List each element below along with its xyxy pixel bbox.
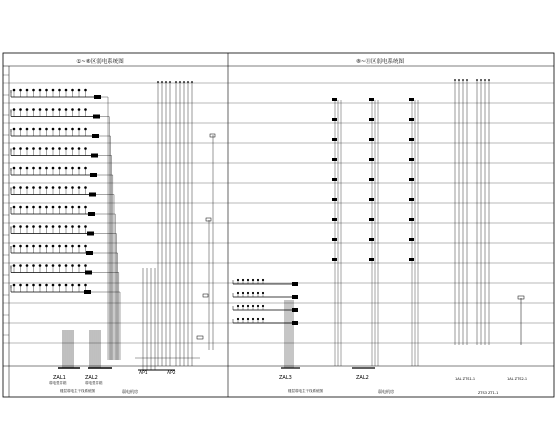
right-device-2-1 bbox=[409, 118, 414, 121]
right-outlet-2-5 bbox=[262, 305, 264, 307]
note-3: ZTS3 ZT1-1 bbox=[478, 391, 499, 395]
right-device-1-3 bbox=[369, 158, 374, 161]
left-trunk-top-3 bbox=[169, 81, 171, 83]
left-outlet-10-4 bbox=[39, 284, 42, 287]
right-outlet-1-3 bbox=[252, 292, 254, 294]
left-outlet-3-11 bbox=[84, 147, 87, 150]
right-device-0-4 bbox=[332, 178, 337, 181]
left-outlet-1-3 bbox=[32, 108, 35, 111]
left-outlet-8-7 bbox=[58, 245, 61, 248]
feeder-label-zal3: ZAL3 bbox=[279, 375, 292, 381]
left-outlet-7-8 bbox=[65, 225, 68, 228]
left-outlet-10-8 bbox=[65, 284, 68, 287]
left-outlet-9-2 bbox=[26, 264, 29, 267]
left-outlet-1-4 bbox=[39, 108, 42, 111]
left-outlet-9-10 bbox=[78, 264, 81, 267]
left-outlet-2-4 bbox=[39, 128, 42, 131]
left-trunk-top-1 bbox=[161, 81, 163, 83]
left-outlet-6-10 bbox=[78, 206, 81, 209]
left-outlet-3-4 bbox=[39, 147, 42, 150]
right-device-2-2 bbox=[409, 138, 414, 141]
right-device-2-4 bbox=[409, 178, 414, 181]
right-outlet-3-0 bbox=[237, 318, 239, 320]
left-outlet-4-5 bbox=[45, 167, 48, 170]
left-outlet-5-8 bbox=[65, 186, 68, 189]
left-outlet-6-9 bbox=[71, 206, 74, 209]
feeder-label-zal2: ZAL2 bbox=[85, 375, 98, 381]
left-outlet-3-5 bbox=[45, 147, 48, 150]
left-outlet-3-2 bbox=[26, 147, 29, 150]
left-outlet-8-3 bbox=[32, 245, 35, 248]
left-outlet-7-11 bbox=[84, 225, 87, 228]
right-device-1-4 bbox=[369, 178, 374, 181]
left-outlet-7-2 bbox=[26, 225, 29, 228]
left-box-7 bbox=[87, 232, 94, 236]
feeder-label-zal1: ZAL1 bbox=[53, 375, 66, 381]
left-outlet-10-9 bbox=[71, 284, 74, 287]
left-outlet-9-7 bbox=[58, 264, 61, 267]
right-outlet-1-5 bbox=[262, 292, 264, 294]
left-outlet-10-1 bbox=[19, 284, 22, 287]
left-outlet-5-10 bbox=[78, 186, 81, 189]
right-device-1-5 bbox=[369, 198, 374, 201]
right-panel-title: ⑧~⑪区弱电系统图 bbox=[355, 59, 405, 65]
left-outlet-7-10 bbox=[78, 225, 81, 228]
left-side-device-b bbox=[206, 218, 211, 221]
left-outlet-7-3 bbox=[32, 225, 35, 228]
left-outlet-10-6 bbox=[52, 284, 55, 287]
left-outlet-6-5 bbox=[45, 206, 48, 209]
left-outlet-0-0 bbox=[13, 89, 16, 92]
left-outlet-6-3 bbox=[32, 206, 35, 209]
left-box-5 bbox=[89, 193, 96, 197]
left-outlet-7-1 bbox=[19, 225, 22, 228]
right-outlet-0-4 bbox=[257, 279, 259, 281]
left-outlet-5-9 bbox=[71, 186, 74, 189]
left-outlet-5-0 bbox=[13, 186, 16, 189]
left-outlet-10-3 bbox=[32, 284, 35, 287]
left-outlet-1-2 bbox=[26, 108, 29, 111]
right-device-2-0 bbox=[409, 98, 414, 101]
left-outlet-3-7 bbox=[58, 147, 61, 150]
left-room-label: 弱电机房 bbox=[122, 389, 138, 394]
left-outlet-8-1 bbox=[19, 245, 22, 248]
right-outlet-2-2 bbox=[247, 305, 249, 307]
left-outlet-8-8 bbox=[65, 245, 68, 248]
right-device-0-5 bbox=[332, 198, 337, 201]
left-outlet-5-11 bbox=[84, 186, 87, 189]
left-outlet-6-1 bbox=[19, 206, 22, 209]
left-outlet-0-3 bbox=[32, 89, 35, 92]
left-outlet-1-9 bbox=[71, 108, 74, 111]
left-outlet-9-1 bbox=[19, 264, 22, 267]
left-outlet-4-7 bbox=[58, 167, 61, 170]
left-outlet-5-2 bbox=[26, 186, 29, 189]
left-outlet-9-11 bbox=[84, 264, 87, 267]
left-outlet-9-0 bbox=[13, 264, 16, 267]
left-outlet-10-7 bbox=[58, 284, 61, 287]
right-device-0-3 bbox=[332, 158, 337, 161]
left-outlet-4-2 bbox=[26, 167, 29, 170]
right-outlet-3-2 bbox=[247, 318, 249, 320]
left-trunk-top-5 bbox=[179, 81, 181, 83]
left-box-0 bbox=[94, 95, 101, 99]
note-2: 1AL ZTS2-1 bbox=[507, 377, 528, 381]
left-outlet-1-8 bbox=[65, 108, 68, 111]
left-outlet-4-4 bbox=[39, 167, 42, 170]
left-outlet-9-8 bbox=[65, 264, 68, 267]
left-outlet-8-9 bbox=[71, 245, 74, 248]
right-trunk-top-3 bbox=[466, 79, 468, 81]
left-box-9 bbox=[85, 271, 92, 275]
right-outlet-0-0 bbox=[237, 279, 239, 281]
left-outlet-10-0 bbox=[13, 284, 16, 287]
left-outlet-3-9 bbox=[71, 147, 74, 150]
feeder-label-ap1: AP1 bbox=[139, 371, 148, 376]
right-device-1-0 bbox=[369, 98, 374, 101]
left-side-device-a bbox=[210, 134, 215, 137]
sub-label-2: 弱电竖井箱 bbox=[85, 381, 103, 385]
left-outlet-2-11 bbox=[84, 128, 87, 131]
left-outlet-1-11 bbox=[84, 108, 87, 111]
left-outlet-8-6 bbox=[52, 245, 55, 248]
left-outlet-1-7 bbox=[58, 108, 61, 111]
right-device-1-1 bbox=[369, 118, 374, 121]
left-outlet-2-10 bbox=[78, 128, 81, 131]
right-device-2-8 bbox=[409, 258, 414, 261]
left-box-1 bbox=[93, 115, 100, 119]
right-device-1-8 bbox=[369, 258, 374, 261]
left-outlet-7-4 bbox=[39, 225, 42, 228]
left-outlet-3-10 bbox=[78, 147, 81, 150]
left-outlet-6-8 bbox=[65, 206, 68, 209]
left-box-4 bbox=[90, 173, 97, 177]
right-outlet-3-5 bbox=[262, 318, 264, 320]
left-trunk-top-7 bbox=[187, 81, 189, 83]
right-outlet-1-0 bbox=[237, 292, 239, 294]
left-outlet-6-4 bbox=[39, 206, 42, 209]
right-trunk-top-0 bbox=[454, 79, 456, 81]
left-outlet-0-5 bbox=[45, 89, 48, 92]
left-outlet-7-7 bbox=[58, 225, 61, 228]
left-outlet-5-1 bbox=[19, 186, 22, 189]
left-outlet-7-9 bbox=[71, 225, 74, 228]
right-device-2-7 bbox=[409, 238, 414, 241]
right-outlet-3-4 bbox=[257, 318, 259, 320]
left-outlet-10-5 bbox=[45, 284, 48, 287]
right-box-0 bbox=[292, 282, 298, 286]
left-outlet-2-1 bbox=[19, 128, 22, 131]
left-box-6 bbox=[88, 212, 95, 216]
right-outlet-0-5 bbox=[262, 279, 264, 281]
left-outlet-1-0 bbox=[13, 108, 16, 111]
right-outlet-0-1 bbox=[242, 279, 244, 281]
left-outlet-9-6 bbox=[52, 264, 55, 267]
left-outlet-3-0 bbox=[13, 147, 16, 150]
left-outlet-8-0 bbox=[13, 245, 16, 248]
left-outlet-2-9 bbox=[71, 128, 74, 131]
left-outlet-0-1 bbox=[19, 89, 22, 92]
left-outlet-0-7 bbox=[58, 89, 61, 92]
right-outlet-2-0 bbox=[237, 305, 239, 307]
left-outlet-0-11 bbox=[84, 89, 87, 92]
left-trunk-top-8 bbox=[191, 81, 193, 83]
left-outlet-4-6 bbox=[52, 167, 55, 170]
right-device-0-0 bbox=[332, 98, 337, 101]
left-outlet-0-4 bbox=[39, 89, 42, 92]
left-outlet-5-6 bbox=[52, 186, 55, 189]
left-outlet-1-5 bbox=[45, 108, 48, 111]
right-device-0-1 bbox=[332, 118, 337, 121]
left-outlet-7-5 bbox=[45, 225, 48, 228]
right-device-0-7 bbox=[332, 238, 337, 241]
left-box-3 bbox=[91, 154, 98, 158]
left-outlet-0-9 bbox=[71, 89, 74, 92]
left-side-device-d bbox=[197, 336, 203, 339]
left-outlet-1-6 bbox=[52, 108, 55, 111]
left-outlet-1-10 bbox=[78, 108, 81, 111]
left-bottom-label: 楼层弱电主干线系统图 bbox=[60, 389, 95, 393]
left-outlet-10-2 bbox=[26, 284, 29, 287]
left-outlet-6-7 bbox=[58, 206, 61, 209]
right-outlet-1-2 bbox=[247, 292, 249, 294]
left-outlet-2-7 bbox=[58, 128, 61, 131]
left-outlet-9-9 bbox=[71, 264, 74, 267]
left-outlet-6-11 bbox=[84, 206, 87, 209]
right-trunk-top-5 bbox=[480, 79, 482, 81]
right-device-1-2 bbox=[369, 138, 374, 141]
left-outlet-9-5 bbox=[45, 264, 48, 267]
right-device-2-5 bbox=[409, 198, 414, 201]
left-outlet-7-6 bbox=[52, 225, 55, 228]
left-box-10 bbox=[84, 290, 91, 294]
left-outlet-5-3 bbox=[32, 186, 35, 189]
generated-lines bbox=[3, 75, 554, 370]
left-box-2 bbox=[92, 134, 99, 138]
right-outlet-3-3 bbox=[252, 318, 254, 320]
left-outlet-4-10 bbox=[78, 167, 81, 170]
left-side-device-c bbox=[203, 294, 208, 297]
right-outlet-1-4 bbox=[257, 292, 259, 294]
right-device-0-6 bbox=[332, 218, 337, 221]
left-outlet-2-6 bbox=[52, 128, 55, 131]
left-box-8 bbox=[86, 251, 93, 255]
feeder-label-ap2: AP2 bbox=[167, 371, 176, 376]
left-outlet-2-2 bbox=[26, 128, 29, 131]
right-device-1-6 bbox=[369, 218, 374, 221]
right-room-label: 弱电机房 bbox=[378, 389, 394, 394]
right-trunk-top-7 bbox=[488, 79, 490, 81]
left-outlet-5-7 bbox=[58, 186, 61, 189]
right-trunk-top-1 bbox=[458, 79, 460, 81]
right-device-2-6 bbox=[409, 218, 414, 221]
left-outlet-10-11 bbox=[84, 284, 87, 287]
right-device-2-3 bbox=[409, 158, 414, 161]
left-panel-title: ①~⑧区弱电系统图 bbox=[76, 59, 124, 65]
right-trunk-top-2 bbox=[462, 79, 464, 81]
right-outlet-2-4 bbox=[257, 305, 259, 307]
left-outlet-0-6 bbox=[52, 89, 55, 92]
feeder-label-zal2-right: ZAL2 bbox=[356, 375, 369, 381]
right-outlet-2-1 bbox=[242, 305, 244, 307]
left-outlet-9-4 bbox=[39, 264, 42, 267]
left-outlet-4-3 bbox=[32, 167, 35, 170]
right-outlet-2-3 bbox=[252, 305, 254, 307]
left-outlet-6-2 bbox=[26, 206, 29, 209]
left-outlet-4-8 bbox=[65, 167, 68, 170]
left-trunk-top-2 bbox=[165, 81, 167, 83]
left-outlet-3-6 bbox=[52, 147, 55, 150]
left-outlet-6-6 bbox=[52, 206, 55, 209]
right-device-0-8 bbox=[332, 258, 337, 261]
right-outlet-3-1 bbox=[242, 318, 244, 320]
left-outlet-8-2 bbox=[26, 245, 29, 248]
right-outlet-1-1 bbox=[242, 292, 244, 294]
right-bottom-label: 楼层弱电主干线系统图 bbox=[288, 389, 323, 393]
left-outlet-8-4 bbox=[39, 245, 42, 248]
left-outlet-2-8 bbox=[65, 128, 68, 131]
left-outlet-8-5 bbox=[45, 245, 48, 248]
right-trunk-top-6 bbox=[484, 79, 486, 81]
left-outlet-2-5 bbox=[45, 128, 48, 131]
right-device-1-7 bbox=[369, 238, 374, 241]
left-outlet-7-0 bbox=[13, 225, 16, 228]
left-outlet-4-0 bbox=[13, 167, 16, 170]
left-outlet-2-0 bbox=[13, 128, 16, 131]
left-outlet-3-8 bbox=[65, 147, 68, 150]
left-outlet-3-1 bbox=[19, 147, 22, 150]
left-outlet-3-3 bbox=[32, 147, 35, 150]
left-outlet-8-11 bbox=[84, 245, 87, 248]
left-outlet-0-10 bbox=[78, 89, 81, 92]
sub-label-1: 弱电竖井箱 bbox=[49, 381, 67, 385]
right-trunk-top-4 bbox=[476, 79, 478, 81]
left-trunk-top-4 bbox=[175, 81, 177, 83]
left-outlet-10-10 bbox=[78, 284, 81, 287]
left-outlet-4-1 bbox=[19, 167, 22, 170]
note-1: 1AL ZTS1-1 bbox=[455, 377, 476, 381]
left-outlet-9-3 bbox=[32, 264, 35, 267]
left-outlet-6-0 bbox=[13, 206, 16, 209]
left-outlet-2-3 bbox=[32, 128, 35, 131]
right-outlet-0-2 bbox=[247, 279, 249, 281]
left-outlet-0-8 bbox=[65, 89, 68, 92]
left-outlet-8-10 bbox=[78, 245, 81, 248]
right-box-1 bbox=[292, 295, 298, 299]
left-outlet-5-4 bbox=[39, 186, 42, 189]
right-outlet-0-3 bbox=[252, 279, 254, 281]
left-outlet-5-5 bbox=[45, 186, 48, 189]
left-trunk-top-0 bbox=[157, 81, 159, 83]
right-device-0-2 bbox=[332, 138, 337, 141]
left-outlet-4-9 bbox=[71, 167, 74, 170]
drawing-frame bbox=[3, 53, 554, 397]
left-outlet-4-11 bbox=[84, 167, 87, 170]
left-outlet-0-2 bbox=[26, 89, 29, 92]
left-trunk-top-6 bbox=[183, 81, 185, 83]
left-outlet-1-1 bbox=[19, 108, 22, 111]
